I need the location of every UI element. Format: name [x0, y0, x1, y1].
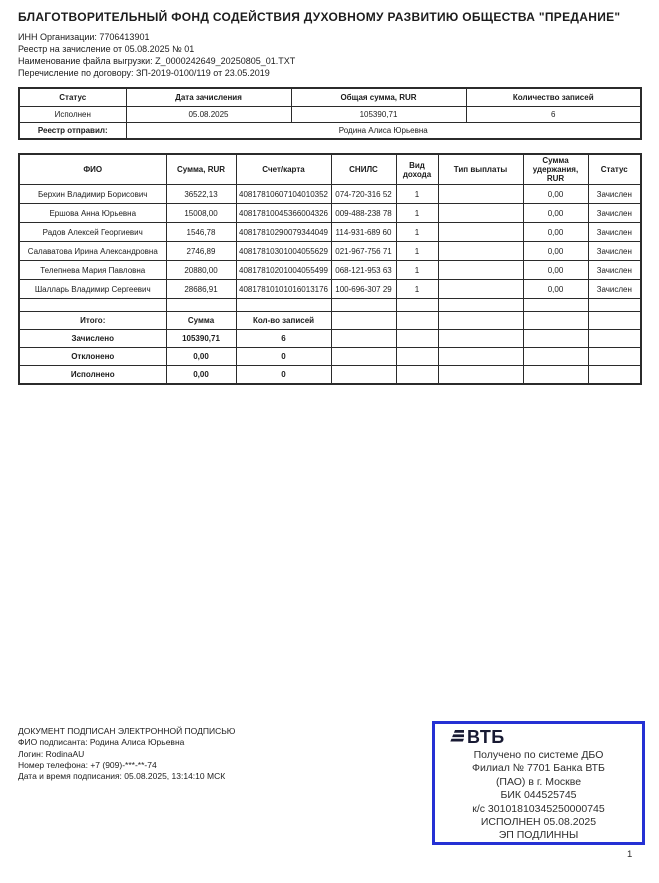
table-cell: [523, 330, 588, 348]
electronic-signature-block: [18, 726, 235, 782]
table-cell: [331, 312, 396, 330]
column-header: Сумма удержания, RUR: [523, 154, 588, 185]
table-cell: [438, 204, 523, 223]
column-header: ФИО: [19, 154, 166, 185]
table-cell: Ершова Анна Юрьевна: [19, 204, 166, 223]
table-cell: Зачислен: [588, 280, 641, 299]
table-cell: 0,00: [523, 242, 588, 261]
table-cell: 114-931-689 60: [331, 223, 396, 242]
table-cell: Зачислен: [588, 223, 641, 242]
stamp-text-lines: [441, 749, 636, 843]
table-cell: [438, 299, 523, 312]
records-count-value: 6: [466, 106, 641, 122]
table-cell: Зачислен: [588, 185, 641, 204]
table-cell: 40817810201004055499: [236, 261, 331, 280]
table-cell: [396, 299, 438, 312]
table-cell: 105390,71: [166, 330, 236, 348]
table-cell: [19, 299, 166, 312]
column-header: Сумма, RUR: [166, 154, 236, 185]
table-cell: Сумма: [166, 312, 236, 330]
table-cell: 021-967-756 71: [331, 242, 396, 261]
signature-line: Логин: RodinaAU: [18, 748, 85, 759]
table-cell: [331, 348, 396, 366]
vtb-logo-text: ВТБ: [467, 727, 505, 747]
page-number: 1: [627, 849, 633, 860]
table-cell: Зачислен: [588, 242, 641, 261]
table-cell: 40817810101016013176: [236, 280, 331, 299]
table-cell: Итого:: [19, 312, 166, 330]
table-cell: [438, 242, 523, 261]
table-cell: Зачислен: [588, 204, 641, 223]
column-header: Статус: [19, 88, 126, 106]
table-cell: 100-696-307 29: [331, 280, 396, 299]
table-cell: 0,00: [523, 223, 588, 242]
stamp-line: к/с 30101810345250000745: [472, 802, 605, 815]
table-row: [19, 280, 641, 299]
table-cell: Салаватова Ирина Александровна: [19, 242, 166, 261]
table-cell: [588, 312, 641, 330]
table-cell: [438, 223, 523, 242]
totals-row: [19, 348, 641, 366]
table-cell: 009-488-238 78: [331, 204, 396, 223]
table-cell: 1: [396, 280, 438, 299]
table-cell: Исполнено: [19, 366, 166, 384]
table-row: [19, 185, 641, 204]
table-cell: 40817810607104010352: [236, 185, 331, 204]
column-header: Общая сумма, RUR: [291, 88, 466, 106]
status-table: [18, 87, 642, 140]
table-row: [19, 261, 641, 280]
table-cell: [523, 366, 588, 384]
stamp-line: БИК 044525745: [500, 789, 577, 802]
document-info-lines: [18, 31, 641, 79]
table-cell: 28686,91: [166, 280, 236, 299]
table-cell: 6: [236, 330, 331, 348]
info-line: ИНН Организации: 7706413901: [18, 32, 150, 42]
stamp-line: Филиал № 7701 Банка ВТБ: [472, 762, 605, 775]
table-cell: 074-720-316 52: [331, 185, 396, 204]
table-cell: 1: [396, 261, 438, 280]
table-cell: Кол-во записей: [236, 312, 331, 330]
table-row: [19, 204, 641, 223]
stamp-line: ЭП ПОДЛИННЫ: [498, 829, 579, 842]
table-cell: [396, 348, 438, 366]
column-header: Дата зачисления: [126, 88, 291, 106]
table-cell: 0,00: [523, 261, 588, 280]
registry-table-body: [19, 185, 641, 384]
vtb-logo: [447, 729, 636, 748]
table-cell: Шалларь Владимир Сергеевич: [19, 280, 166, 299]
page-title: БЛАГОТВОРИТЕЛЬНЫЙ ФОНД СОДЕЙСТВИЯ ДУХОВНОМУ РАЗВИТИЮ ОБЩЕСТВА "ПРЕДАНИЕ": [18, 10, 621, 24]
vtb-logo-icon: [447, 729, 464, 748]
table-cell: 40817810290079344049: [236, 223, 331, 242]
totals-row: [19, 366, 641, 384]
info-line: Наименование файла выгрузки: Z_0000242649_20250805_01.TXT: [18, 56, 296, 66]
document-header: [0, 0, 659, 79]
stamp-line: ИСПОЛНЕН 05.08.2025: [480, 816, 597, 829]
table-cell: [166, 299, 236, 312]
table-cell: 0: [236, 348, 331, 366]
table-cell: 36522,13: [166, 185, 236, 204]
status-value: Исполнен: [19, 106, 126, 122]
table-row: [19, 223, 641, 242]
status-table-value-row: [19, 106, 641, 122]
table-cell: 0: [236, 366, 331, 384]
table-cell: [438, 261, 523, 280]
totals-row: [19, 330, 641, 348]
column-header: Статус: [588, 154, 641, 185]
column-header: Тип выплаты: [438, 154, 523, 185]
table-cell: Радов Алексей Георгиевич: [19, 223, 166, 242]
table-cell: [588, 366, 641, 384]
column-header: Вид дохода: [396, 154, 438, 185]
table-cell: [396, 330, 438, 348]
table-cell: 40817810045366004326: [236, 204, 331, 223]
table-cell: 1: [396, 242, 438, 261]
sender-label: Реестр отправил:: [19, 122, 126, 139]
signature-line: ФИО подписанта: Родина Алиса Юрьевна: [18, 737, 185, 748]
stamp-line: (ПАО) в г. Москве: [495, 775, 582, 788]
table-cell: Зачислено: [19, 330, 166, 348]
sender-value: Родина Алиса Юрьевна: [126, 122, 641, 139]
table-cell: [331, 366, 396, 384]
table-cell: [331, 299, 396, 312]
table-cell: [588, 348, 641, 366]
status-table-header-row: [19, 88, 641, 106]
table-cell: Телепнева Мария Павловна: [19, 261, 166, 280]
table-cell: [236, 299, 331, 312]
total-sum-value: 105390,71: [291, 106, 466, 122]
table-cell: 1546,78: [166, 223, 236, 242]
signature-line: Дата и время подписания: 05.08.2025, 13:14:10 МСК: [18, 771, 226, 782]
table-cell: 40817810301004055629: [236, 242, 331, 261]
table-cell: [438, 366, 523, 384]
table-cell: 0,00: [166, 366, 236, 384]
table-cell: 2746,89: [166, 242, 236, 261]
signature-line: ДОКУМЕНТ ПОДПИСАН ЭЛЕКТРОННОЙ ПОДПИСЬЮ: [18, 726, 236, 736]
table-cell: [523, 299, 588, 312]
bank-stamp: [432, 721, 645, 845]
table-cell: [438, 280, 523, 299]
table-cell: 1: [396, 185, 438, 204]
totals-header-row: [19, 312, 641, 330]
table-cell: Отклонено: [19, 348, 166, 366]
table-cell: [438, 185, 523, 204]
table-cell: [523, 312, 588, 330]
table-cell: 068-121-953 63: [331, 261, 396, 280]
info-line: Реестр на зачисление от 05.08.2025 № 01: [18, 44, 195, 54]
table-cell: 0,00: [523, 204, 588, 223]
table-cell: [523, 348, 588, 366]
registry-header-row: [19, 154, 641, 185]
credit-date-value: 05.08.2025: [126, 106, 291, 122]
column-header: СНИЛС: [331, 154, 396, 185]
table-row: [19, 242, 641, 261]
table-cell: 0,00: [523, 280, 588, 299]
table-cell: [331, 330, 396, 348]
table-cell: 1: [396, 223, 438, 242]
table-cell: Берхин Владимир Борисович: [19, 185, 166, 204]
table-cell: Зачислен: [588, 261, 641, 280]
column-header: Количество записей: [466, 88, 641, 106]
table-cell: 1: [396, 204, 438, 223]
table-cell: [588, 330, 641, 348]
table-cell: [588, 299, 641, 312]
info-line: Перечисление по договору: ЗП-2019-0100/119 от 23.05.2019: [18, 68, 270, 78]
registry-table: [18, 153, 642, 385]
table-cell: 0,00: [166, 348, 236, 366]
table-cell: [396, 366, 438, 384]
table-cell: [438, 312, 523, 330]
signature-line: Номер телефона: +7 (909)-***-**-74: [18, 759, 157, 770]
separator-row: [19, 299, 641, 312]
table-cell: [438, 330, 523, 348]
column-header: Счет/карта: [236, 154, 331, 185]
status-table-sender-row: [19, 122, 641, 139]
stamp-line: Получено по системе ДБО: [473, 749, 604, 761]
table-cell: [438, 348, 523, 366]
table-cell: [396, 312, 438, 330]
table-cell: 15008,00: [166, 204, 236, 223]
table-cell: 20880,00: [166, 261, 236, 280]
table-cell: 0,00: [523, 185, 588, 204]
